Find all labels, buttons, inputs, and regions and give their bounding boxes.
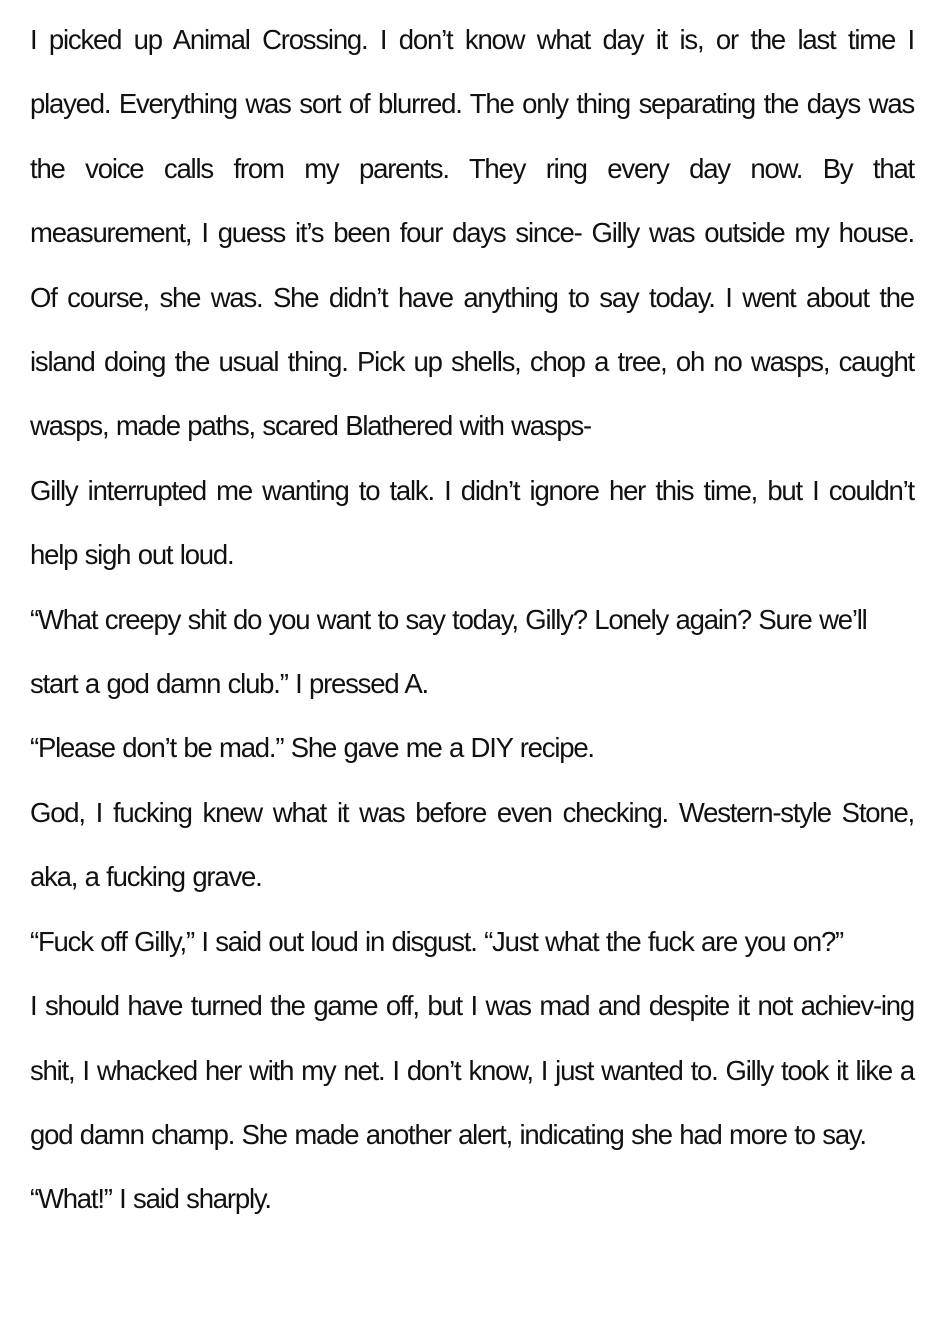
paragraph-creepy-question: “What creepy shit do you want to say today, Gilly? Lonely again? Sure we’ll start a god damn club.” I pressed A. [30,603,867,700]
paragraph-western-style-stone: God, I fucking knew what it was before even checking. Western-style Stone, aka, a fucking grave. [30,796,914,893]
document-body [30,8,914,1232]
paragraph-fuck-off-gilly: “Fuck off Gilly,” I said out loud in disgust. “Just what the fuck are you on?” [30,925,844,957]
paragraph-whacked-with-net: I should have turned the game off, but I was mad and despite it not achiev-ing shit, I whacked her with my net. I don’t know, I just wanted to. Gilly took it like a god damn champ. She made another alert, indicating she had more to say. [30,990,914,1150]
paragraph-animal-crossing: I picked up Animal Crossing. I don’t know what day it is, or the last time I played. Everything was sort of blurred. The only thing separating the days was the voice calls from my parents. They ring every day now. By that measurement, I guess it’s been four days since- Gilly was outside my house. Of course, she was. She didn’t have anything to say today. I went about the island doing the usual thing. Pick up shells, chop a tree, oh no wasps, caught wasps, made paths, scared Blathered with wasps- [30,24,914,442]
paragraph-please-dont-be-mad: “Please don’t be mad.” She gave me a DIY recipe. [30,732,594,764]
paragraph-what-sharply: “What!” I said sharply. [30,1183,271,1215]
paragraph-gilly-interrupted: Gilly interrupted me wanting to talk. I didn’t ignore her this time, but I couldn’t help sigh out loud. [30,474,914,571]
